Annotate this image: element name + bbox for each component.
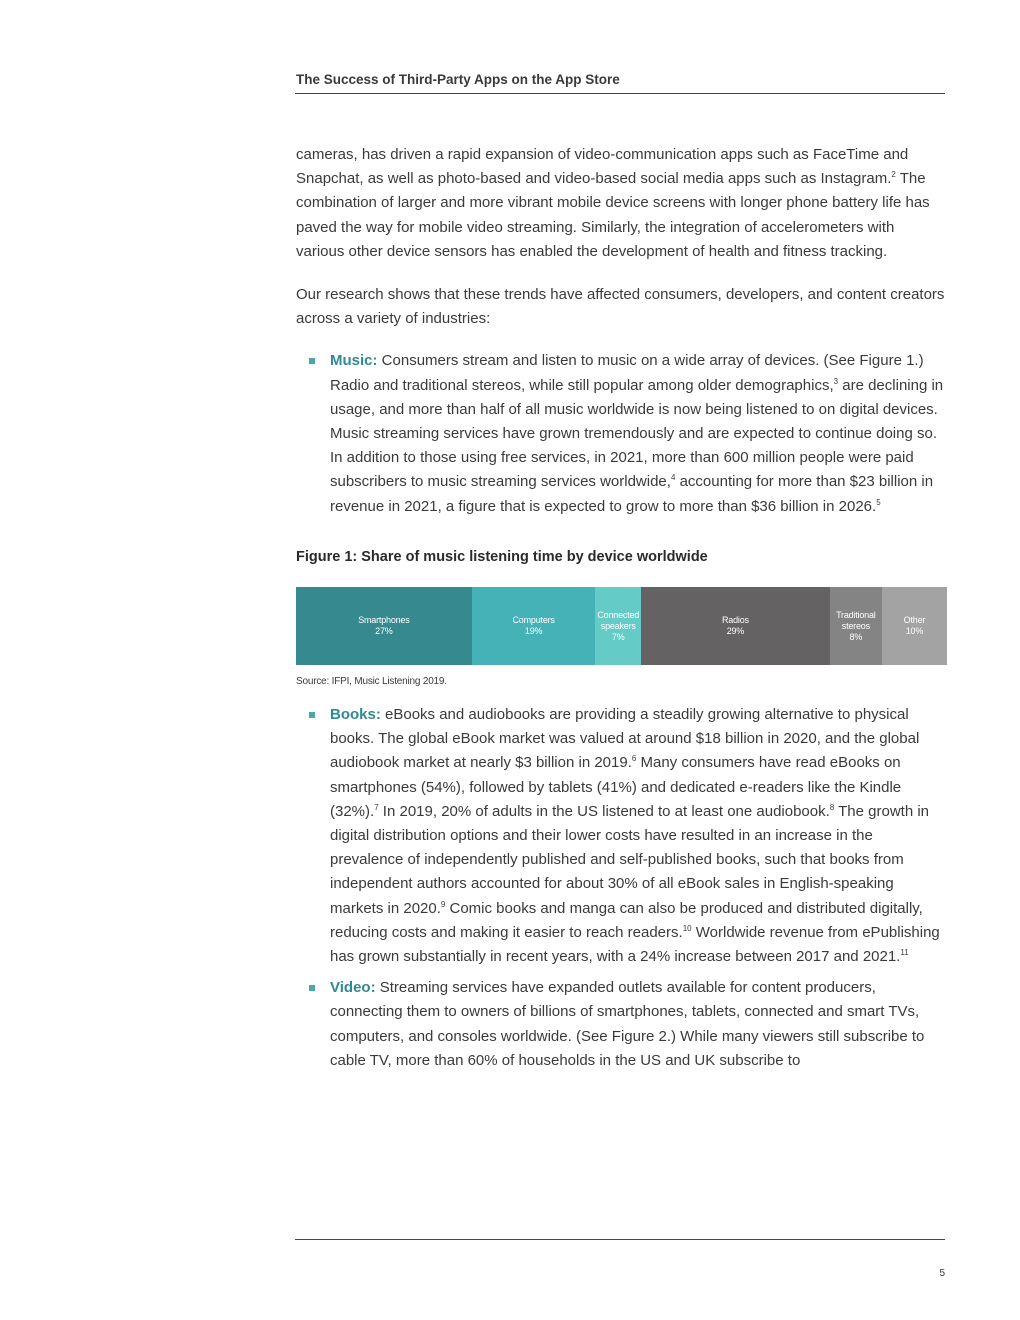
segment-label: Computers <box>512 615 555 626</box>
footnote-ref: 2 <box>891 170 896 180</box>
bullet-music: Music: Consumers stream and listen to music on a wide array of devices. (See Figure 1.) Radio and traditional stereos, while still popular among older demographics,$^3$ are declining in usage, and more than half of all music worldwide is now being listened to on digital devices. Music streaming services have grown tremendously and are expected to continue doing so. In addition to those using free services, in 2021, more than 600 million people were paid subscribers to music streaming services worldwide,$^4$ accounting for more than $23 billion in revenue in 2021, a figure that is expected to grow to more than $36 billion in 2026.$^5$ <box>296 349 946 518</box>
footnote-ref: 4 <box>670 473 676 483</box>
chart-segment-connected-speakers <box>595 587 641 665</box>
bullet-label-music: Music: <box>330 352 378 370</box>
square-bullet-icon <box>309 985 315 991</box>
stacked-bar-chart <box>296 587 947 665</box>
page-number: 5 <box>939 1268 945 1279</box>
segment-value: 19% <box>524 626 543 637</box>
footnote-ref: 3 <box>833 376 839 386</box>
chart-segment-other <box>882 587 947 665</box>
segment-value: 29% <box>726 626 745 637</box>
paragraph-2: Our research shows that these trends have affected consumers, developers, and content creators across a variety of industries: <box>296 286 945 328</box>
footnote-ref: 10 <box>682 923 692 933</box>
bullet-list <box>296 349 946 518</box>
paragraph-1: cameras, has driven a rapid expansion of video-communication apps such as FaceTime and Snapchat, as well as photo-based and video-based social media apps such as Instagram.$^2$ The combination of larger and more vibrant mobile device screens with longer phone battery life has paved the way for mobile video streaming. Similarly, the integration of accelerometers with various other device sensors has enabled the development of health and fitness tracking. <box>296 146 930 260</box>
segment-value: 7% <box>611 631 625 642</box>
segment-value: 27% <box>375 626 393 637</box>
chart-segment-computers <box>472 587 596 665</box>
footer-divider <box>295 1239 945 1240</box>
bullet-video: Video: Streaming services have expanded outlets available for content producers, connecting them to owners of billions of smartphones, tablets, connected and smart TVs, computers, and consoles worldwide. (See Figure 2.) While many viewers still subscribe to cable TV, more than 60% of households in the US and UK subscribe to <box>296 976 946 1073</box>
page-body <box>296 143 946 1073</box>
footnote-ref: 7 <box>374 802 379 812</box>
bullet-label-video: Video: <box>330 979 376 997</box>
segment-label: Radios <box>721 615 749 626</box>
chart-segment-radios <box>641 587 830 665</box>
footnote-ref: 5 <box>876 497 881 507</box>
chart-segment-traditional-stereos <box>830 587 882 665</box>
chart-segment-smartphones <box>296 587 472 665</box>
segment-value: 10% <box>905 626 924 637</box>
segment-label: speakers <box>600 620 636 631</box>
segment-label: stereos <box>841 620 870 631</box>
square-bullet-icon <box>309 358 315 364</box>
segment-value: 8% <box>849 631 863 642</box>
segment-label: Smartphones <box>358 615 410 626</box>
footnote-ref: 9 <box>440 899 446 909</box>
header-divider <box>295 93 945 94</box>
figure-source: Source: IFPI, Music Listening 2019. <box>296 676 447 688</box>
figure-title: Figure 1: Share of music listening time by device worldwide <box>296 548 708 565</box>
segment-label: Traditional <box>836 609 876 620</box>
running-header: The Success of Third-Party Apps on the App Store <box>296 72 620 87</box>
bullet-books: Books: eBooks and audiobooks are providing a steadily growing alternative to physical books. The global eBook market was valued at around $18 billion in 2020, and the global audiobook market at nearly $3 billion in 2019.$^6$ Many consumers have read eBooks on smartphones (54%), followed by tablets (41%) and dedicated e-readers like the Kindle (32%).$^7$ In 2019, 20% of adults in the US listened to at least one audiobook.$^8$ The growth in digital distribution options and their lower costs have resulted in an increase in the prevalence of independently published and self-published books, such that books from independent authors accounted for about 30% of all eBook sales in English-speaking markets in 2020.$^9$ Comic books and manga can also be produced and distributed digitally, reducing costs and making it easier to reach readers.$^{10}$ Worldwide revenue from ePublishing has grown substantially in recent years, with a 24% increase between 2017 and 2021.11 <box>296 703 946 969</box>
footnote-ref: 11 <box>900 948 909 958</box>
segment-label: Other <box>903 615 926 626</box>
bullet-label-books: Books: <box>330 706 381 724</box>
square-bullet-icon <box>309 712 315 718</box>
footnote-ref: 8 <box>829 802 835 812</box>
bullet-list <box>296 703 946 1073</box>
footnote-ref: 6 <box>631 754 637 764</box>
segment-label: Connected <box>597 609 640 620</box>
